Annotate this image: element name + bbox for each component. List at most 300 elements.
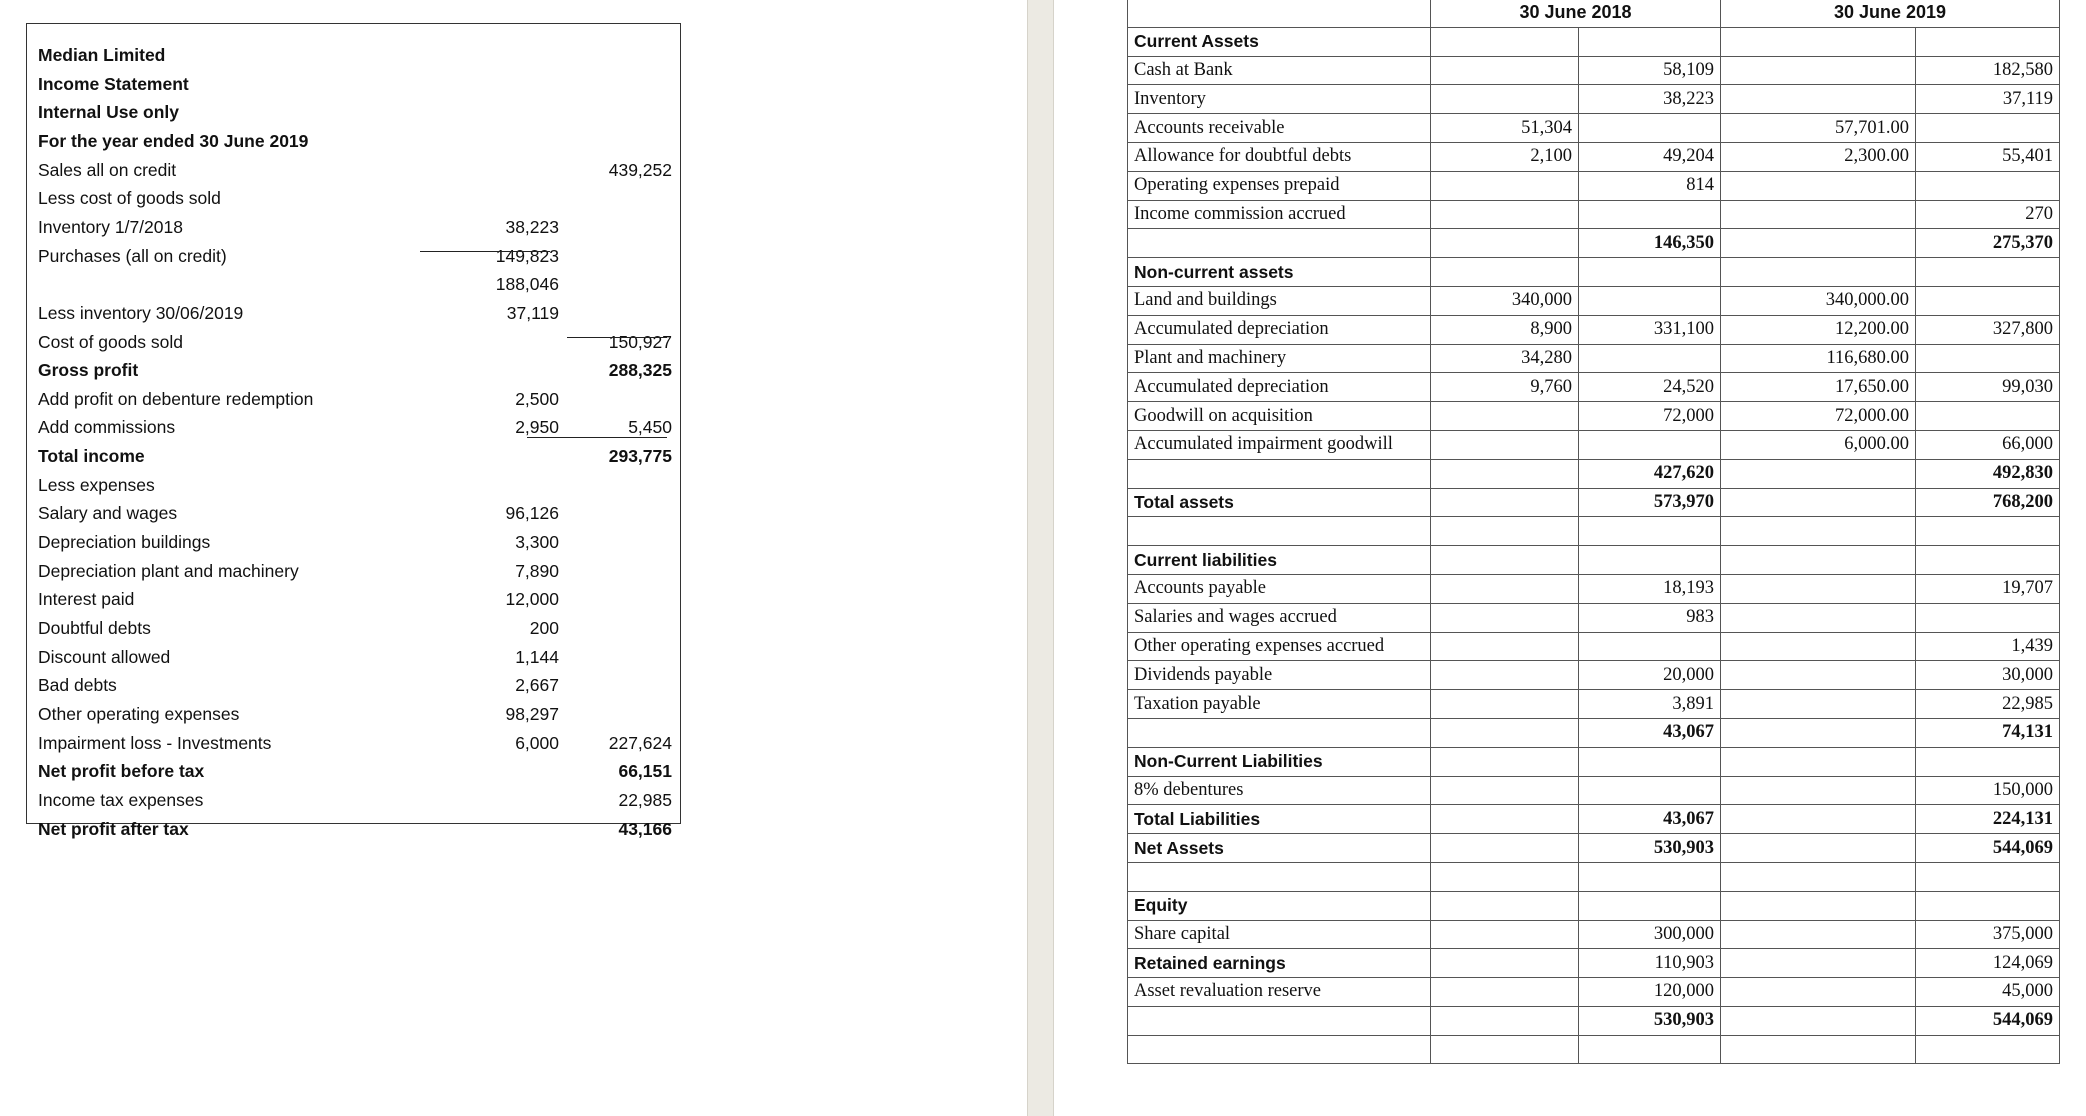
balance-row (1128, 114, 2060, 143)
income-row-label: Median Limited (38, 45, 166, 65)
income-row-label: Internal Use only (38, 102, 180, 123)
balance-2019-total: 1,439 (1916, 632, 2060, 661)
income-row-label: Total income (38, 446, 145, 467)
balance-2018-detail (1431, 546, 1579, 575)
balance-2019-detail (1721, 546, 1916, 575)
balance-2018-detail: 51,304 (1431, 114, 1579, 143)
balance-2019-total (1916, 27, 2060, 56)
balance-2019-detail (1721, 517, 1916, 546)
balance-2018-detail (1431, 574, 1579, 603)
balance-2018-total: 120,000 (1579, 978, 1721, 1007)
income-row-label: Less expenses (38, 474, 155, 495)
balance-2018-total (1579, 632, 1721, 661)
income-row-total: 293,775 (608, 446, 672, 467)
balance-row-label: Goodwill on acquisition (1128, 402, 1431, 431)
balance-2018-detail (1431, 229, 1579, 258)
income-row-subtotal: 1,144 (515, 646, 559, 667)
balance-2019-detail (1721, 488, 1916, 517)
balance-row (1128, 258, 2060, 287)
balance-2018-total: 300,000 (1579, 920, 1721, 949)
balance-2018-total (1579, 430, 1721, 459)
balance-2019-total (1916, 171, 2060, 200)
income-row (27, 242, 680, 271)
income-row (27, 41, 680, 70)
balance-row (1128, 315, 2060, 344)
balance-row (1128, 949, 2060, 978)
balance-row-label: Accumulated depreciation (1128, 315, 1431, 344)
income-row-subtotal: 38,223 (505, 216, 559, 237)
income-row-subtotal: 149,823 (495, 245, 559, 266)
income-row (27, 643, 680, 672)
balance-2018-total (1579, 27, 1721, 56)
balance-2018-total (1579, 114, 1721, 143)
income-row-label: Cost of goods sold (38, 331, 183, 352)
income-row-label: Inventory 1/7/2018 (38, 216, 183, 237)
balance-sheet (1127, 0, 2059, 1116)
income-row-subtotal: 12,000 (505, 589, 559, 610)
balance-2018-total: 146,350 (1579, 229, 1721, 258)
balance-2019-total (1916, 517, 2060, 546)
income-statement (26, 23, 681, 839)
balance-2018-total (1579, 747, 1721, 776)
balance-2018-detail (1431, 632, 1579, 661)
balance-2019-detail (1721, 805, 1916, 834)
income-row (27, 127, 680, 156)
income-row-label: Other operating expenses (38, 703, 240, 724)
underline-rule (567, 337, 667, 338)
balance-2019-total: 544,069 (1916, 1006, 2060, 1035)
balance-2018-detail (1431, 27, 1579, 56)
balance-2018-detail (1431, 718, 1579, 747)
balance-2018-total: 3,891 (1579, 690, 1721, 719)
balance-2019-total: 270 (1916, 200, 2060, 229)
balance-2019-detail: 72,000.00 (1721, 402, 1916, 431)
page-gutter (1027, 0, 1054, 1116)
balance-2019-total (1916, 258, 2060, 287)
balance-row (1128, 1006, 2060, 1035)
balance-2018-total (1579, 776, 1721, 805)
balance-2018-detail (1431, 747, 1579, 776)
balance-2019-detail (1721, 574, 1916, 603)
balance-2018-detail (1431, 891, 1579, 920)
balance-row-label: Salaries and wages accrued (1128, 603, 1431, 632)
balance-row-label: Allowance for doubtful debts (1128, 142, 1431, 171)
balance-2019-detail (1721, 834, 1916, 863)
balance-row-label: Income commission accrued (1128, 200, 1431, 229)
balance-row-label: Non-current assets (1128, 258, 1431, 287)
income-row (27, 213, 680, 242)
balance-2018-total: 18,193 (1579, 574, 1721, 603)
header-blank (1128, 0, 1431, 27)
income-row-subtotal: 7,890 (515, 560, 559, 581)
balance-2018-detail (1431, 661, 1579, 690)
income-row (27, 70, 680, 99)
balance-2019-total: 150,000 (1916, 776, 2060, 805)
balance-2018-detail (1431, 776, 1579, 805)
income-row-subtotal: 37,119 (506, 302, 559, 323)
income-row-subtotal: 2,500 (515, 388, 559, 409)
balance-2019-detail: 2,300.00 (1721, 142, 1916, 171)
balance-2018-total: 43,067 (1579, 718, 1721, 747)
balance-2019-total (1916, 862, 2060, 891)
balance-2018-detail (1431, 171, 1579, 200)
balance-row (1128, 690, 2060, 719)
balance-2019-total (1916, 286, 2060, 315)
income-row (27, 328, 680, 357)
balance-row (1128, 85, 2060, 114)
balance-2018-detail (1431, 920, 1579, 949)
balance-2018-total: 49,204 (1579, 142, 1721, 171)
balance-2019-detail (1721, 632, 1916, 661)
income-row-total: 22,985 (618, 789, 672, 810)
balance-2018-detail (1431, 517, 1579, 546)
income-row-label: Doubtful debts (38, 618, 151, 638)
balance-2019-total: 275,370 (1916, 229, 2060, 258)
income-row-subtotal: 6,000 (515, 732, 559, 753)
balance-2018-detail (1431, 690, 1579, 719)
balance-2019-detail: 116,680.00 (1721, 344, 1916, 373)
balance-row-label: 8% debentures (1128, 776, 1431, 805)
income-row-label: Interest paid (38, 589, 135, 610)
balance-2018-detail (1431, 200, 1579, 229)
balance-2018-total: 38,223 (1579, 85, 1721, 114)
balance-2019-total: 224,131 (1916, 805, 2060, 834)
balance-2019-total (1916, 1035, 2060, 1064)
balance-row (1128, 402, 2060, 431)
underline-rule (420, 251, 550, 252)
balance-row-label (1128, 862, 1431, 891)
balance-2019-detail (1721, 920, 1916, 949)
income-row-label: Depreciation plant and machinery (38, 560, 299, 581)
balance-2018-total: 20,000 (1579, 661, 1721, 690)
balance-2019-detail (1721, 56, 1916, 85)
balance-row-label: Plant and machinery (1128, 344, 1431, 373)
income-row (27, 299, 680, 328)
income-row-label: Discount allowed (38, 646, 171, 667)
balance-row-label: Current liabilities (1128, 546, 1431, 575)
balance-2018-detail (1431, 402, 1579, 431)
income-row (27, 671, 680, 700)
balance-row (1128, 286, 2060, 315)
balance-2019-total (1916, 114, 2060, 143)
balance-2018-total: 814 (1579, 171, 1721, 200)
balance-2018-total: 72,000 (1579, 402, 1721, 431)
income-row-label: Less cost of goods sold (38, 188, 221, 209)
income-row-subtotal: 98,297 (505, 703, 559, 724)
balance-2018-detail (1431, 459, 1579, 488)
balance-2019-detail (1721, 1035, 1916, 1064)
income-row-total: 150,927 (608, 331, 672, 352)
income-row-total: 66,151 (618, 761, 672, 782)
balance-2018-detail (1431, 834, 1579, 863)
balance-2019-total: 74,131 (1916, 718, 2060, 747)
balance-row (1128, 805, 2060, 834)
income-row (27, 528, 680, 557)
balance-2019-detail (1721, 949, 1916, 978)
balance-row (1128, 978, 2060, 1007)
balance-row-label (1128, 229, 1431, 258)
balance-row-label: Net Assets (1128, 834, 1431, 863)
balance-2019-total (1916, 747, 2060, 776)
balance-2019-total (1916, 603, 2060, 632)
income-row-label: Add profit on debenture redemption (38, 388, 314, 409)
balance-row-label (1128, 1006, 1431, 1035)
balance-2019-total: 30,000 (1916, 661, 2060, 690)
balance-row (1128, 27, 2060, 56)
income-row-label: Income tax expenses (38, 789, 204, 810)
balance-row-label: Accumulated impairment goodwill (1128, 430, 1431, 459)
balance-row (1128, 373, 2060, 402)
balance-row (1128, 488, 2060, 517)
balance-2018-total (1579, 286, 1721, 315)
income-row (27, 385, 680, 414)
income-row-label: Net profit after tax (38, 818, 189, 839)
balance-row (1128, 891, 2060, 920)
balance-2018-total (1579, 891, 1721, 920)
balance-2018-detail: 34,280 (1431, 344, 1579, 373)
balance-row-label: Retained earnings (1128, 949, 1431, 978)
income-row (27, 557, 680, 586)
income-row-label: Bad debts (38, 675, 117, 696)
balance-row (1128, 834, 2060, 863)
balance-2019-detail (1721, 85, 1916, 114)
header-year-2018: 30 June 2018 (1431, 0, 1721, 27)
income-row-label: Less inventory 30/06/2019 (38, 302, 244, 323)
balance-row-label (1128, 459, 1431, 488)
header-year-2019: 30 June 2019 (1721, 0, 2060, 27)
income-row (27, 98, 680, 127)
balance-2019-detail (1721, 718, 1916, 747)
balance-row-label: Non-Current Liabilities (1128, 747, 1431, 776)
balance-2019-detail (1721, 258, 1916, 287)
balance-2019-total: 768,200 (1916, 488, 2060, 517)
balance-2019-total: 544,069 (1916, 834, 2060, 863)
balance-row (1128, 776, 2060, 805)
balance-row (1128, 546, 2060, 575)
balance-row-label: Cash at Bank (1128, 56, 1431, 85)
balance-2019-total: 55,401 (1916, 142, 2060, 171)
balance-2018-total (1579, 1035, 1721, 1064)
balance-2018-total: 530,903 (1579, 1006, 1721, 1035)
balance-2018-total: 24,520 (1579, 373, 1721, 402)
income-row-subtotal: 188,046 (495, 274, 559, 295)
income-row-label: Salary and wages (38, 503, 178, 524)
balance-row (1128, 142, 2060, 171)
balance-row (1128, 1035, 2060, 1064)
balance-row-label: Accounts receivable (1128, 114, 1431, 143)
income-row (27, 614, 680, 643)
balance-row-label: Land and buildings (1128, 286, 1431, 315)
balance-2019-total: 327,800 (1916, 315, 2060, 344)
balance-2019-total: 124,069 (1916, 949, 2060, 978)
balance-row-label: Operating expenses prepaid (1128, 171, 1431, 200)
balance-2019-total: 99,030 (1916, 373, 2060, 402)
balance-row-label (1128, 1035, 1431, 1064)
balance-row (1128, 56, 2060, 85)
income-row-total: 227,624 (608, 732, 672, 753)
balance-2018-detail (1431, 603, 1579, 632)
balance-row (1128, 430, 2060, 459)
balance-row-label: Accounts payable (1128, 574, 1431, 603)
balance-2018-total (1579, 517, 1721, 546)
balance-2019-total: 22,985 (1916, 690, 2060, 719)
balance-row (1128, 603, 2060, 632)
balance-row (1128, 200, 2060, 229)
income-row (27, 356, 680, 385)
balance-2018-total: 110,903 (1579, 949, 1721, 978)
balance-row (1128, 747, 2060, 776)
balance-2018-detail: 9,760 (1431, 373, 1579, 402)
balance-2018-detail (1431, 1035, 1579, 1064)
income-row (27, 442, 680, 471)
balance-row-label (1128, 718, 1431, 747)
balance-row-label: Dividends payable (1128, 661, 1431, 690)
balance-2018-total: 427,620 (1579, 459, 1721, 488)
balance-2019-total: 45,000 (1916, 978, 2060, 1007)
header-row (1128, 0, 2060, 27)
income-row (27, 815, 680, 844)
balance-2018-detail (1431, 258, 1579, 287)
income-row-subtotal: 200 (529, 618, 559, 638)
balance-row-label: Inventory (1128, 85, 1431, 114)
income-row-label: Add commissions (38, 417, 176, 438)
balance-2018-detail: 8,900 (1431, 315, 1579, 344)
balance-row-label: Total assets (1128, 488, 1431, 517)
balance-row (1128, 574, 2060, 603)
income-row (27, 270, 680, 299)
income-row (27, 729, 680, 758)
balance-2019-total (1916, 546, 2060, 575)
income-row-label: Net profit before tax (38, 761, 205, 782)
income-row (27, 786, 680, 815)
balance-row (1128, 718, 2060, 747)
balance-2019-detail (1721, 891, 1916, 920)
balance-2019-detail (1721, 459, 1916, 488)
balance-row (1128, 229, 2060, 258)
balance-2018-total (1579, 546, 1721, 575)
balance-row-label (1128, 517, 1431, 546)
balance-2018-detail (1431, 805, 1579, 834)
balance-2019-detail (1721, 776, 1916, 805)
balance-2018-total: 983 (1579, 603, 1721, 632)
balance-2019-detail (1721, 1006, 1916, 1035)
balance-row (1128, 661, 2060, 690)
income-row-subtotal: 2,667 (515, 675, 559, 696)
balance-2019-detail (1721, 747, 1916, 776)
balance-row (1128, 344, 2060, 373)
balance-2019-detail (1721, 690, 1916, 719)
income-row-label: Impairment loss - Investments (38, 732, 272, 753)
income-row-subtotal: 3,300 (515, 532, 559, 553)
income-row (27, 184, 680, 213)
balance-2018-total: 43,067 (1579, 805, 1721, 834)
balance-2019-total: 37,119 (1916, 85, 2060, 114)
balance-2018-total (1579, 258, 1721, 287)
balance-2018-total: 573,970 (1579, 488, 1721, 517)
balance-2019-total: 182,580 (1916, 56, 2060, 85)
balance-row-label: Current Assets (1128, 27, 1431, 56)
income-row-label: Sales all on credit (38, 159, 177, 180)
income-row-label: For the year ended 30 June 2019 (38, 130, 309, 151)
balance-2019-detail (1721, 661, 1916, 690)
balance-2019-total: 492,830 (1916, 459, 2060, 488)
balance-2018-total: 58,109 (1579, 56, 1721, 85)
balance-2018-detail (1431, 949, 1579, 978)
balance-row-label: Total Liabilities (1128, 805, 1431, 834)
balance-2019-detail (1721, 229, 1916, 258)
balance-2018-detail: 2,100 (1431, 142, 1579, 171)
balance-row-label: Taxation payable (1128, 690, 1431, 719)
balance-2019-total: 375,000 (1916, 920, 2060, 949)
income-row-total: 5,450 (628, 417, 672, 438)
income-row-total: 439,252 (608, 159, 672, 180)
income-row-label: Purchases (all on credit) (38, 245, 227, 266)
balance-2019-detail: 6,000.00 (1721, 430, 1916, 459)
balance-2019-detail: 57,701.00 (1721, 114, 1916, 143)
income-row (27, 585, 680, 614)
underline-rule (527, 437, 667, 438)
balance-2019-total: 66,000 (1916, 430, 2060, 459)
income-row-subtotal: 96,126 (505, 503, 559, 524)
balance-2018-detail: 340,000 (1431, 286, 1579, 315)
balance-2019-detail (1721, 27, 1916, 56)
balance-2019-total: 19,707 (1916, 574, 2060, 603)
balance-2018-detail (1431, 85, 1579, 114)
income-row (27, 700, 680, 729)
balance-row (1128, 459, 2060, 488)
balance-2019-total (1916, 891, 2060, 920)
income-row (27, 757, 680, 786)
balance-2019-detail (1721, 200, 1916, 229)
income-row-subtotal: 2,950 (515, 417, 559, 438)
balance-row-label: Equity (1128, 891, 1431, 920)
balance-2018-total (1579, 344, 1721, 373)
balance-2019-detail (1721, 978, 1916, 1007)
balance-row (1128, 171, 2060, 200)
balance-2019-detail (1721, 862, 1916, 891)
balance-row (1128, 632, 2060, 661)
balance-2018-detail (1431, 430, 1579, 459)
balance-2018-detail (1431, 1006, 1579, 1035)
income-row-label: Income Statement (38, 73, 189, 94)
balance-row-label: Other operating expenses accrued (1128, 632, 1431, 661)
balance-2018-detail (1431, 978, 1579, 1007)
income-row (27, 471, 680, 500)
balance-2019-detail: 12,200.00 (1721, 315, 1916, 344)
balance-row-label: Accumulated depreciation (1128, 373, 1431, 402)
balance-2019-detail (1721, 171, 1916, 200)
balance-2018-detail (1431, 862, 1579, 891)
balance-2019-detail (1721, 603, 1916, 632)
balance-2019-detail: 17,650.00 (1721, 373, 1916, 402)
income-row-label: Gross profit (38, 360, 139, 381)
balance-row (1128, 862, 2060, 891)
income-row-label: Depreciation buildings (38, 532, 211, 553)
balance-sheet-table (1127, 0, 2060, 1064)
balance-row (1128, 517, 2060, 546)
balance-2019-detail: 340,000.00 (1721, 286, 1916, 315)
balance-2018-total: 331,100 (1579, 315, 1721, 344)
income-row-total: 43,166 (618, 818, 672, 839)
income-row (27, 156, 680, 185)
balance-row (1128, 920, 2060, 949)
income-row (27, 499, 680, 528)
balance-2018-total (1579, 862, 1721, 891)
balance-2018-detail (1431, 56, 1579, 85)
balance-row-label: Asset revaluation reserve (1128, 978, 1431, 1007)
balance-2018-detail (1431, 488, 1579, 517)
balance-2018-total: 530,903 (1579, 834, 1721, 863)
